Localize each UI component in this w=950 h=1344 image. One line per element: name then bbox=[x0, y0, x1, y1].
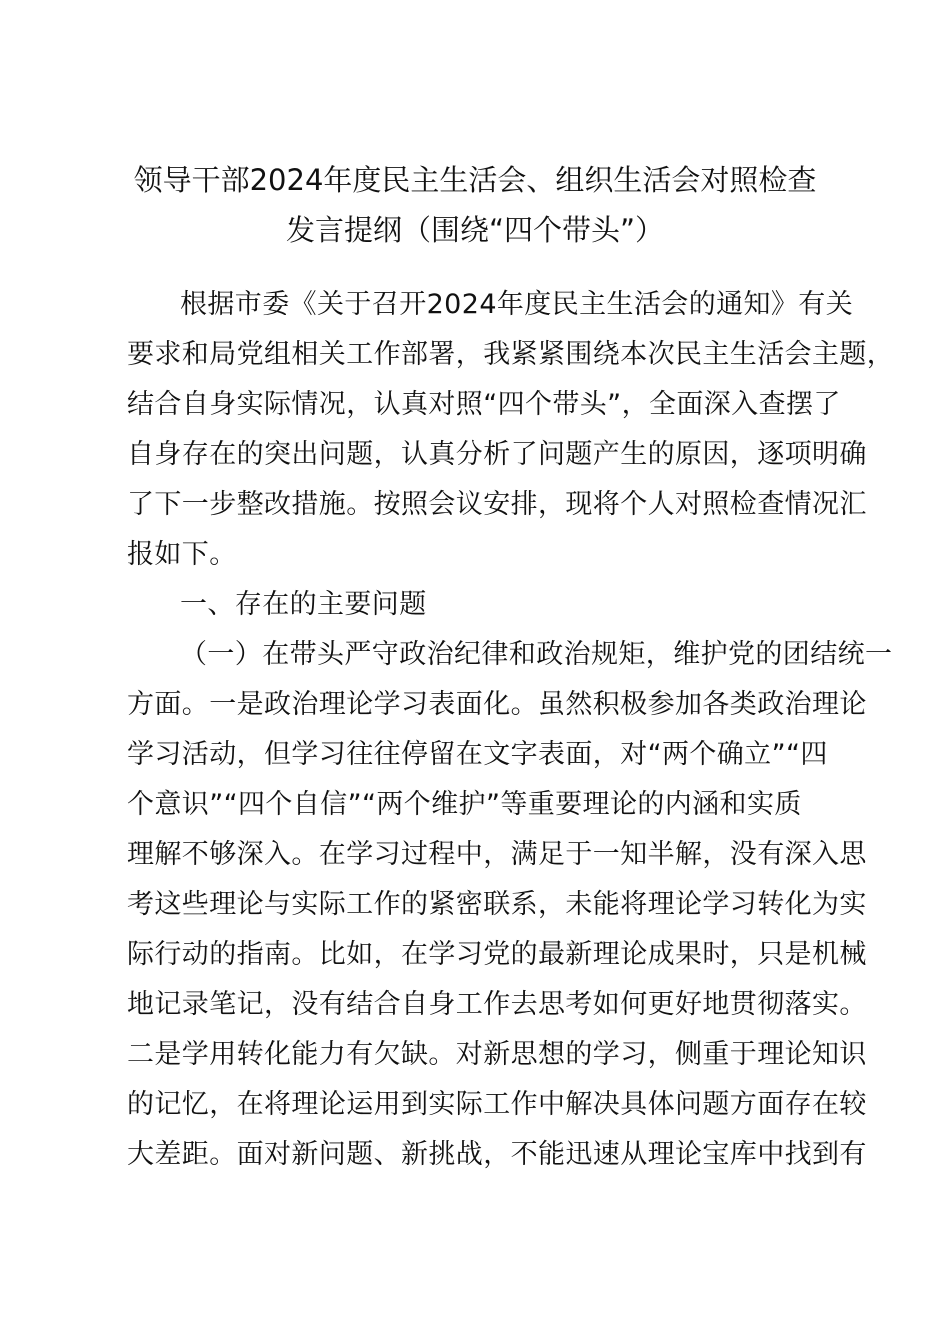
document-title-line-1: 领导干部2024年度民主生活会、组织生活会对照检查 bbox=[133, 163, 817, 197]
body-line-3: 结合自身实际情况，认真对照“四个带头”，全面深入查摆了 bbox=[127, 389, 841, 420]
body-line-11: 个意识”“四个自信”“两个维护”等重要理论的内涵和实质 bbox=[127, 789, 802, 820]
body-line-5: 了下一步整改措施。按照会议安排，现将个人对照检查情况汇 bbox=[127, 489, 867, 520]
body-line-18: 大差距。面对新问题、新挑战，不能迅速从理论宝库中找到有 bbox=[127, 1139, 867, 1170]
section-heading: 一、存在的主要问题 bbox=[180, 589, 427, 620]
body-line-15: 地记录笔记，没有结合自身工作去思考如何更好地贯彻落实。 bbox=[127, 989, 867, 1020]
body-line-17: 的记忆，在将理论运用到实际工作中解决具体问题方面存在较 bbox=[127, 1089, 867, 1120]
body-line-1: 根据市委《关于召开2024年度民主生活会的通知》有关 bbox=[180, 289, 854, 320]
document-title-line-2: 发言提纲（围绕“四个带头”） bbox=[285, 213, 665, 247]
body-line-6: 报如下。 bbox=[127, 539, 237, 570]
body-line-9: 方面。一是政治理论学习表面化。虽然积极参加各类政治理论 bbox=[127, 689, 867, 720]
body-line-13: 考这些理论与实际工作的紧密联系，未能将理论学习转化为实 bbox=[127, 889, 867, 920]
body-line-10: 学习活动，但学习往往停留在文字表面，对“两个确立”“四 bbox=[127, 739, 828, 770]
body-line-2: 要求和局党组相关工作部署，我紧紧围绕本次民主生活会主题， bbox=[127, 339, 895, 370]
body-line-8: （一）在带头严守政治纪律和政治规矩，维护党的团结统一 bbox=[180, 639, 893, 670]
body-line-12: 理解不够深入。在学习过程中，满足于一知半解，没有深入思 bbox=[127, 839, 867, 870]
body-line-16: 二是学用转化能力有欠缺。对新思想的学习，侧重于理论知识 bbox=[127, 1039, 867, 1070]
body-line-14: 际行动的指南。比如，在学习党的最新理论成果时，只是机械 bbox=[127, 939, 867, 970]
body-line-4: 自身存在的突出问题，认真分析了问题产生的原因，逐项明确 bbox=[127, 439, 867, 470]
